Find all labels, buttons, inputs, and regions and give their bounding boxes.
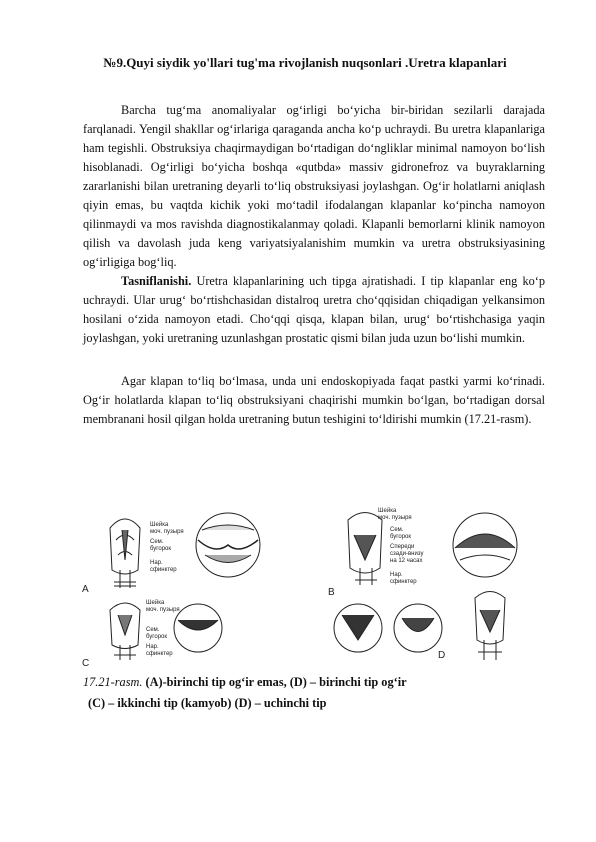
- panel-letter-b: B: [328, 587, 335, 598]
- caption-line-1-text: (A)-birinchi tip og‘ir emas, (D) – birinchi tip og‘ir: [142, 675, 407, 689]
- label-c-6: сфинктер: [146, 651, 173, 657]
- panel-letter-a: A: [82, 584, 89, 595]
- label-a-2: моч. пузыря: [150, 529, 184, 535]
- classification-heading: Tasniflanishi.: [121, 274, 192, 288]
- label-b-8: Нар.: [390, 572, 403, 578]
- label-a-1: Шейка: [150, 522, 169, 528]
- paragraph-endoscopy: Agar klapan to‘liq bo‘lmasa, unda uni endoskopiyada faqat pastki yarmi ko‘rinadi. Og‘ir holatlarda klapan to‘liq obstruksiyani chaqirishi mumkin bo‘lgan, bo‘rtadigan dorsal membranani hosil qilgan holda uretraning butun teshigini to‘ldirishi mumkin (17.21-rasm).: [83, 374, 545, 426]
- panel-d-endoscopic-views: [334, 604, 442, 652]
- panel-letter-d: D: [438, 650, 446, 661]
- label-a-5: Нар.: [150, 560, 163, 566]
- classification-text: Uretra klapanlarining uch tipga ajratishadi. I tip klapanlar eng ko‘p uchraydi. Ular urug‘ bo‘rtishchasidan distalroq uretra cho‘qqisidan chiqadigan yelkansimon hosilani o‘zida namoyon etadi. Cho‘qqi qisqa, klapan bilan, urug‘ bo‘rtishchasiga yaqin joylashgan, yoki uretraning uzunlashgan prostatic qismi bilan juda uzun bo‘lishi mumkin.: [83, 274, 545, 345]
- label-b-5: Спереди: [390, 544, 415, 550]
- figure-caption-line-2: (C) – ikkinchi tip (kamyob) (D) – uchinchi tip: [88, 696, 327, 710]
- figure-caption-line-1: [83, 675, 553, 690]
- paragraph-intro: Barcha tug‘ma anomaliyalar og‘irligi bo‘yicha bir-biridan sezilarli darajada farqlanadi. Yengil shakllar og‘irlariga qaraganda ancha ko‘p uchraydi. Bu uretra klapanlariga ham tegishli. Obstruksiya chaqirmaydigan bo‘rtadigan do‘ngliklar minimal namoyon bo‘lish hisoblanadi. Og‘irligi bo‘yicha boshqa «qutbda» massiv gidronefroz va buyraklarning zararlanishi bilan uretraning deyarli to‘liq obstruksiyasi joylashgan. Og‘ir holatlarni aniqlash qiyin emas, bu vaqtda kichik yoki mo‘tadil ifodalangan klapanlar ko‘pincha namoyon qilinmaydi va mos ravishda diagnostikalanmay qoladi. Klapanli bemorlarni klinik namoyon qilish va davolash juda keng variyatsiyalanishim mumkin va uretra obstruksiyasining og‘irligiga bog‘liq.: [83, 103, 545, 269]
- label-b-7: на 12 часах: [390, 558, 423, 564]
- label-c-1: Шейка: [146, 600, 165, 606]
- panel-b-urethra-drawing: [348, 513, 382, 586]
- panel-c-endoscopic-view: [174, 604, 222, 652]
- label-b-3: Сем.: [390, 527, 404, 533]
- label-c-2: моч. пузыря: [146, 607, 180, 613]
- label-b-4: бугорок: [390, 534, 411, 540]
- label-a-4: бугорок: [150, 546, 171, 552]
- panel-letter-c: C: [82, 658, 90, 668]
- paragraph-classification: [83, 272, 545, 348]
- urethral-valves-illustration: [80, 500, 550, 668]
- label-a-3: Сем.: [150, 539, 164, 545]
- label-c-5: Нар.: [146, 644, 159, 650]
- label-b-1: Шейка: [378, 508, 397, 514]
- panel-a-urethra-drawing: [110, 519, 140, 588]
- panel-a-endoscopic-view: [196, 513, 260, 577]
- label-b-2: моч. пузыря: [378, 515, 412, 521]
- caption-figure-number: 17.21-rasm.: [83, 675, 143, 689]
- panel-c-urethra-drawing: [110, 603, 140, 660]
- label-c-4: бугорок: [146, 634, 167, 640]
- figure-17-21: [80, 500, 550, 668]
- panel-b-endoscopic-view: [453, 513, 517, 577]
- label-b-9: сфинктер: [390, 579, 417, 585]
- panel-d-urethra-drawing: [475, 592, 505, 661]
- page-title: №9.Quyi siydik yo'llari tug'ma rivojlanish nuqsonlari .Uretra klapanlari: [103, 55, 507, 70]
- label-b-6: сзади-внизу: [390, 551, 424, 557]
- label-c-3: Сем.: [146, 627, 160, 633]
- label-a-6: сфинктер: [150, 567, 177, 573]
